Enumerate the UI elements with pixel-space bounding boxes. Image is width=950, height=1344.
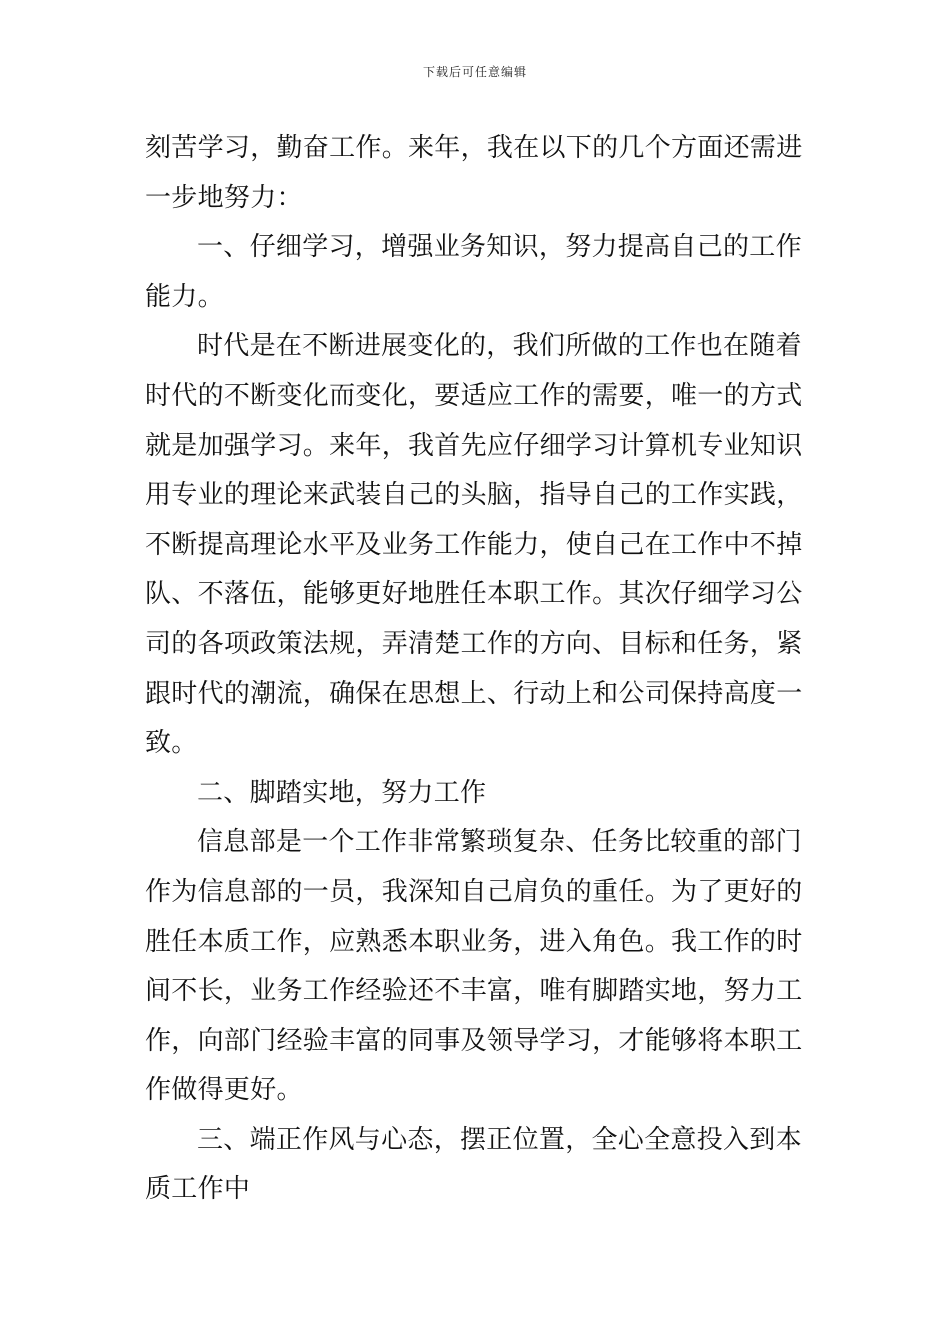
text-line: 三、端正作风与心态，摆正位置，全心全意投入到本: [197, 1124, 802, 1155]
text-line: 作做得更好。: [145, 1075, 303, 1106]
text-line: 能力。: [145, 281, 224, 312]
text-line: 用专业的理论来武装自己的头脑，指导自己的工作实践，: [145, 480, 803, 511]
text-line: 二、脚踏实地，努力工作: [197, 777, 487, 808]
text-line: 质工作中: [145, 1174, 251, 1205]
text-line: 一、仔细学习，增强业务知识，努力提高自己的工作: [197, 232, 802, 263]
text-line: 胜任本质工作，应熟悉本职业务，进入角色。我工作的时: [145, 926, 803, 957]
text-line: 跟时代的潮流，确保在思想上、行动上和公司保持高度一: [145, 678, 803, 709]
text-line: 时代的不断变化而变化，要适应工作的需要，唯一的方式: [145, 380, 803, 411]
text-line: 时代是在不断进展变化的，我们所做的工作也在随着: [197, 331, 802, 362]
text-line: 信息部是一个工作非常繁琐复杂、任务比较重的部门: [197, 827, 802, 858]
text-line: 司的各项政策法规，弄清楚工作的方向、目标和任务，紧: [145, 628, 803, 659]
text-line: 不断提高理论水平及业务工作能力，使自己在工作中不掉: [145, 529, 803, 560]
text-line: 致。: [145, 728, 198, 759]
text-line: 作，向部门经验丰富的同事及领导学习，才能够将本职工: [145, 1025, 803, 1056]
text-line: 刻苦学习，勤奋工作。来年，我在以下的几个方面还需进: [145, 133, 803, 163]
text-line: 队、不落伍，能够更好地胜任本职工作。其次仔细学习公: [145, 579, 803, 610]
document-body: [145, 124, 807, 1215]
text-line: 一步地努力：: [145, 182, 303, 213]
text-line: 就是加强学习。来年，我首先应仔细学习计算机专业知识: [145, 430, 803, 461]
page-header-note: 下载后可任意编辑: [422, 65, 527, 79]
text-line: 间不长，业务工作经验还不丰富，唯有脚踏实地，努力工: [145, 976, 803, 1007]
text-line: 作为信息部的一员，我深知自己肩负的重任。为了更好的: [145, 876, 803, 907]
